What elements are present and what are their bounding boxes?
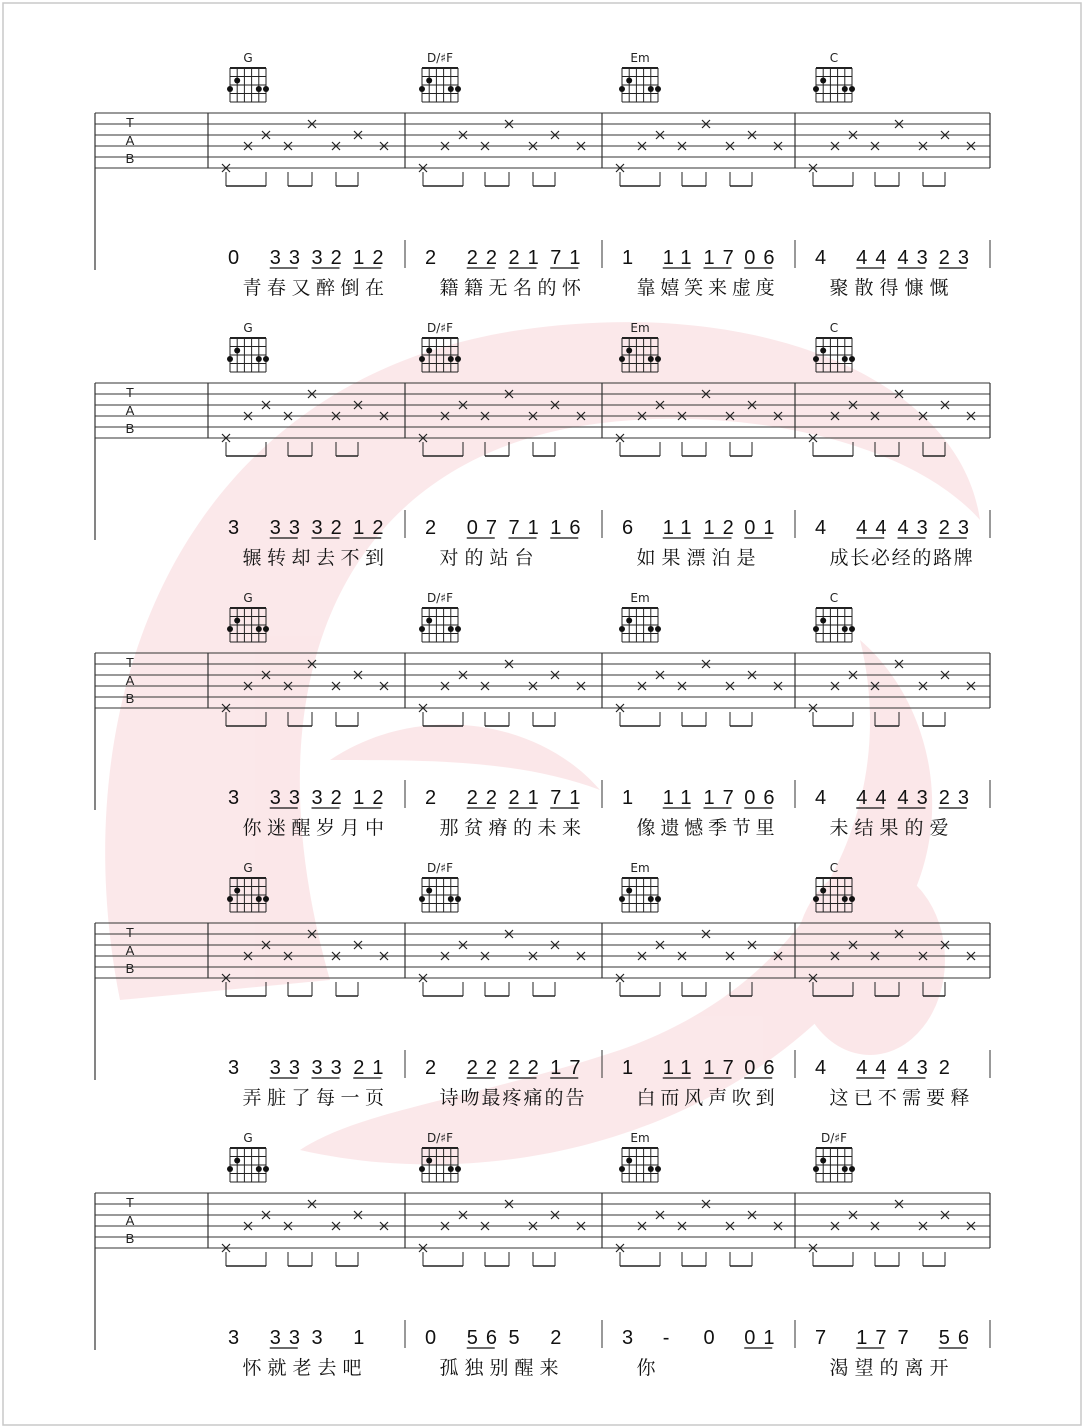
notation-group: 11 (662, 1057, 700, 1079)
notation-group: 16 (550, 517, 589, 539)
lyric-char: 疼 (502, 1087, 522, 1109)
chord-diagram (619, 1131, 661, 1182)
notation-group: 43 (897, 517, 936, 539)
notation-group: 44 (856, 787, 895, 809)
notation-group: 71 (550, 787, 589, 809)
notation-group: 12 (353, 787, 392, 809)
lyric-char: 聚 (829, 277, 849, 299)
lyric-char: 你 (636, 1357, 656, 1379)
notation-group: 21 (353, 1057, 392, 1079)
chord-diagram (619, 591, 661, 642)
system (95, 1131, 990, 1379)
notation-group: 71 (508, 517, 547, 539)
lyric-char: 吻 (460, 1087, 480, 1109)
chord-diagram (419, 591, 461, 642)
lyric-char: 已 (853, 1087, 873, 1109)
lyric-char: 无 (488, 277, 508, 299)
lyric-char: 站 (489, 547, 509, 569)
lyric-char: 果 (661, 547, 681, 569)
lyric-char: 孤 (439, 1357, 459, 1379)
lyric-char: 的 (464, 547, 484, 569)
lyric-char: 最 (481, 1087, 501, 1109)
tab-clef-letter: B (125, 421, 135, 436)
notation-group: 21 (508, 787, 547, 809)
notation-group: 33 (311, 1057, 350, 1079)
measure (815, 240, 990, 299)
notation-group: 21 (508, 247, 547, 269)
lyric-char: 怀 (242, 1357, 262, 1379)
lyric-char: 醉 (315, 277, 336, 299)
notation-group: 2 (425, 1057, 445, 1079)
lyric-char: 白 (636, 1087, 656, 1109)
lyric-char: 结 (854, 817, 874, 839)
lyric-char: 而 (660, 1087, 680, 1109)
notation-group: 4 (815, 247, 835, 269)
lyric-char: 醒 (514, 1357, 534, 1379)
notation-group: 32 (311, 787, 350, 809)
notation-group: 1 (353, 1327, 373, 1349)
lyric-char: 声 (707, 1087, 728, 1109)
notation-group: 22 (508, 1057, 547, 1079)
tab-clef-letter: A (125, 133, 135, 148)
lyric-char: 来 (539, 1357, 559, 1379)
lyric-char: 老 (292, 1357, 312, 1379)
lyric-char: 在 (364, 277, 385, 299)
notation-group: 01 (744, 517, 783, 539)
measure (425, 510, 602, 569)
notation-group: 1 (622, 247, 642, 269)
lyric-char: 转 (266, 547, 287, 569)
lyric-char: 的 (512, 817, 533, 839)
lyric-char: 辗 (242, 547, 262, 569)
notation-group: 33 (269, 1057, 308, 1079)
lyric-char: 春 (266, 277, 287, 299)
lyric-char: 就 (267, 1357, 287, 1379)
lyric-char: 季 (707, 817, 728, 839)
chord-name: Em (630, 1131, 650, 1145)
chord-diagram (419, 861, 461, 912)
notation-group: 11 (662, 787, 700, 809)
lyric-char: 度 (755, 277, 775, 299)
watermark-logo (105, 322, 980, 1164)
system (95, 51, 990, 299)
notation-group: 43 (897, 247, 936, 269)
measure (622, 240, 795, 299)
notation-group: 56 (938, 1327, 977, 1349)
tab-clef-letter: T (126, 655, 134, 670)
measure (425, 240, 602, 299)
chord-diagram (619, 861, 661, 912)
tab-clef-letter: A (125, 943, 135, 958)
measure (622, 510, 795, 569)
notation-group: 3 (228, 787, 248, 809)
tab-clef-letter: B (125, 961, 135, 976)
notation-group: 44 (856, 247, 895, 269)
lyric-char: 到 (364, 547, 385, 569)
notation-group: 17 (856, 1327, 895, 1349)
lyric-char: 吹 (731, 1087, 751, 1109)
notation-group: 3 (228, 1327, 248, 1349)
lyric-char: 遗 (660, 817, 680, 839)
lyric-char: 诗 (439, 1087, 459, 1109)
notation-group: 17 (703, 247, 742, 269)
notation-group: 06 (744, 247, 783, 269)
notation-group: 3 (228, 1057, 248, 1079)
lyric-char: 像 (636, 817, 656, 839)
lyric-char: 贫 (463, 817, 484, 839)
chord-name: Em (630, 51, 650, 65)
notation-group: 11 (662, 247, 700, 269)
lyric-char: 慷 (904, 277, 924, 299)
lyric-char: 经 (891, 547, 911, 569)
lyric-char: 的 (537, 277, 557, 299)
tab-clef-letter: T (126, 1195, 134, 1210)
notation-group: 0 (703, 1327, 723, 1349)
tab-clef-letter: T (126, 925, 134, 940)
notation-group: 22 (466, 787, 505, 809)
lyric-char: 不 (340, 547, 360, 569)
lyric-char: 泊 (711, 547, 731, 569)
chord-name: Em (630, 321, 650, 335)
measure (622, 1320, 795, 1379)
lyric-char: 这 (829, 1087, 849, 1109)
lyric-char: 长 (850, 547, 870, 569)
lyric-char: 独 (464, 1357, 484, 1379)
lyric-char: 醒 (291, 817, 311, 839)
lyric-char: 路 (933, 547, 953, 569)
lyric-char: 到 (755, 1087, 775, 1109)
lyric-char: 渴 (829, 1357, 849, 1379)
chord-name: D/♯F (427, 1131, 453, 1145)
lyric-char: 去 (315, 547, 336, 569)
chord-name: G (243, 51, 253, 65)
lyric-char: 又 (291, 277, 311, 299)
measure (425, 780, 602, 839)
notation-group: 56 (466, 1327, 505, 1349)
notation-group: 5 (508, 1327, 528, 1349)
notation-group: 2 (938, 1057, 958, 1079)
lyric-char: 吧 (342, 1357, 362, 1379)
measure (228, 1050, 405, 1109)
chord-name: G (243, 591, 253, 605)
lyric-char: 虚 (731, 277, 751, 299)
notation-group: 22 (466, 247, 505, 269)
lyric-char: 不 (877, 1087, 897, 1109)
lyric-char: 靠 (636, 277, 656, 299)
chord-name: C (829, 321, 839, 335)
chord-name: D/♯F (427, 51, 453, 65)
lyric-char: 岁 (315, 817, 336, 839)
notation-group: - (662, 1327, 678, 1349)
lyric-char: 散 (854, 277, 874, 299)
measure (228, 240, 405, 299)
tab-clef-letter: A (125, 403, 135, 418)
notation-group: 01 (744, 1327, 783, 1349)
lyric-char: 的 (544, 1087, 564, 1109)
lyric-char: 来 (561, 817, 582, 839)
lyric-char: 里 (755, 817, 775, 839)
lyric-char: 牌 (953, 547, 973, 569)
lyric-char: 节 (731, 817, 751, 839)
lyric-char: 如 (636, 547, 656, 569)
lyric-char: 爱 (929, 817, 949, 839)
tab-clef-letter: T (126, 115, 134, 130)
lyric-char: 离 (904, 1357, 924, 1379)
notation-group: 2 (425, 517, 445, 539)
lyric-char: 脏 (266, 1087, 287, 1109)
notation-group: 17 (550, 1057, 589, 1079)
lyric-char: 憾 (684, 817, 704, 839)
notation-group: 43 (897, 1057, 936, 1079)
lyric-char: 风 (684, 1087, 704, 1109)
notation-group: 2 (550, 1327, 570, 1349)
lyric-char: 迷 (266, 817, 287, 839)
lyric-char: 别 (489, 1357, 509, 1379)
lyric-char: 未 (537, 817, 557, 839)
lyric-char: 怀 (561, 277, 582, 299)
notation-group: 3 (622, 1327, 642, 1349)
lyric-char: 名 (512, 277, 533, 299)
notation-group: 4 (815, 1057, 835, 1079)
lyric-char: 你 (242, 817, 262, 839)
measure (425, 1320, 602, 1379)
notation-group: 4 (815, 787, 835, 809)
notation-group: 0 (228, 247, 248, 269)
measure (815, 510, 990, 569)
lyric-char: 中 (364, 817, 385, 839)
lyric-char: 来 (707, 277, 728, 299)
measure (815, 1320, 990, 1379)
measure (815, 1050, 990, 1109)
lyric-char: 告 (565, 1087, 585, 1109)
tab-clef-letter: A (125, 673, 135, 688)
chord-name: G (243, 1131, 253, 1145)
lyric-char: 需 (901, 1087, 922, 1109)
lyric-char: 的 (912, 547, 932, 569)
chord-diagram (227, 321, 269, 372)
chord-name: D/♯F (427, 861, 453, 875)
lyric-char: 笑 (684, 277, 704, 299)
tab-clef-letter: A (125, 1213, 135, 1228)
lyric-char: 痛 (523, 1087, 543, 1109)
lyric-char: 倒 (340, 277, 360, 299)
notation-group: 22 (466, 1057, 505, 1079)
lyric-char: 青 (242, 277, 262, 299)
lyric-char: 慨 (929, 277, 949, 299)
lyric-char: 弄 (242, 1087, 262, 1109)
lyric-char: 未 (829, 817, 849, 839)
lyric-char: 台 (514, 547, 534, 569)
chord-diagram (419, 51, 461, 102)
lyric-char: 漂 (686, 547, 706, 569)
chord-name: C (829, 51, 839, 65)
tab-clef-letter: T (126, 385, 134, 400)
chord-name: D/♯F (427, 321, 453, 335)
lyric-char: 嬉 (660, 277, 680, 299)
lyric-char: 要 (926, 1087, 946, 1109)
notation-group: 1 (622, 1057, 642, 1079)
lyric-char: 得 (879, 277, 899, 299)
lyric-char: 页 (364, 1087, 385, 1109)
notation-group: 0 (425, 1327, 445, 1349)
lyric-char: 必 (870, 547, 890, 569)
notation-group: 06 (744, 1057, 783, 1079)
lyric-char: 的 (879, 1357, 899, 1379)
notation-group: 2 (425, 247, 445, 269)
chord-name: D/♯F (427, 591, 453, 605)
notation-group: 17 (703, 1057, 742, 1079)
chord-name: Em (630, 861, 650, 875)
lyric-char: 对 (439, 547, 459, 569)
chord-name: G (243, 321, 253, 335)
chord-diagram (813, 51, 855, 102)
tab-clef-letter: B (125, 691, 135, 706)
notation-group: 7 (815, 1327, 835, 1349)
chord-diagram (813, 591, 855, 642)
notation-group: 44 (856, 1057, 895, 1079)
notation-group: 33 (269, 517, 308, 539)
lyric-char: 月 (340, 817, 360, 839)
notation-group: 32 (311, 247, 350, 269)
notation-group: 4 (815, 517, 835, 539)
chord-diagram (227, 51, 269, 102)
notation-group: 33 (269, 247, 308, 269)
lyric-char: 却 (291, 547, 311, 569)
chord-diagram (813, 1131, 855, 1182)
notation-group: 3 (311, 1327, 331, 1349)
notation-group: 32 (311, 517, 350, 539)
lyric-char: 释 (950, 1087, 970, 1109)
tab-clef-letter: B (125, 1231, 135, 1246)
notation-group: 23 (938, 787, 977, 809)
tab-clef-letter: B (125, 151, 135, 166)
chord-diagram (619, 51, 661, 102)
lyric-char: 望 (854, 1357, 874, 1379)
notation-group: 23 (938, 247, 977, 269)
lyric-char: 是 (736, 547, 756, 569)
measure (228, 1320, 405, 1379)
notation-group: 33 (269, 787, 308, 809)
notation-group: 17 (703, 787, 742, 809)
chord-name: D/♯F (821, 1131, 847, 1145)
notation-group: 2 (425, 787, 445, 809)
notation-group: 11 (662, 517, 700, 539)
chord-name: C (829, 861, 839, 875)
notation-group: 43 (897, 787, 936, 809)
chord-name: C (829, 591, 839, 605)
notation-group: 71 (550, 247, 589, 269)
lyric-char: 果 (879, 817, 899, 839)
notation-group: 23 (938, 517, 977, 539)
lyric-char: 籍 (439, 277, 459, 299)
notation-group: 6 (622, 517, 642, 539)
notation-group: 07 (466, 517, 505, 539)
lyric-char: 那 (439, 817, 459, 839)
notation-group: 33 (269, 1327, 308, 1349)
lyric-char: 每 (315, 1087, 336, 1109)
notation-group: 12 (353, 517, 392, 539)
notation-group: 06 (744, 787, 783, 809)
lyric-char: 的 (904, 817, 924, 839)
lyric-char: 开 (929, 1357, 949, 1379)
notation-group: 1 (622, 787, 642, 809)
lyric-char: 了 (291, 1087, 311, 1109)
notation-group: 12 (703, 517, 742, 539)
chord-diagram (227, 1131, 269, 1182)
lyric-char: 成 (829, 547, 849, 569)
lyric-char: 籍 (463, 277, 484, 299)
chord-name: Em (630, 591, 650, 605)
lyric-char: 瘠 (488, 817, 508, 839)
lyric-char: 一 (340, 1087, 360, 1109)
chord-name: G (243, 861, 253, 875)
notation-group: 44 (856, 517, 895, 539)
notation-group: 12 (353, 247, 392, 269)
lyric-char: 去 (317, 1357, 337, 1379)
notation-group: 3 (228, 517, 248, 539)
notation-group: 7 (897, 1327, 917, 1349)
measure (622, 780, 795, 839)
